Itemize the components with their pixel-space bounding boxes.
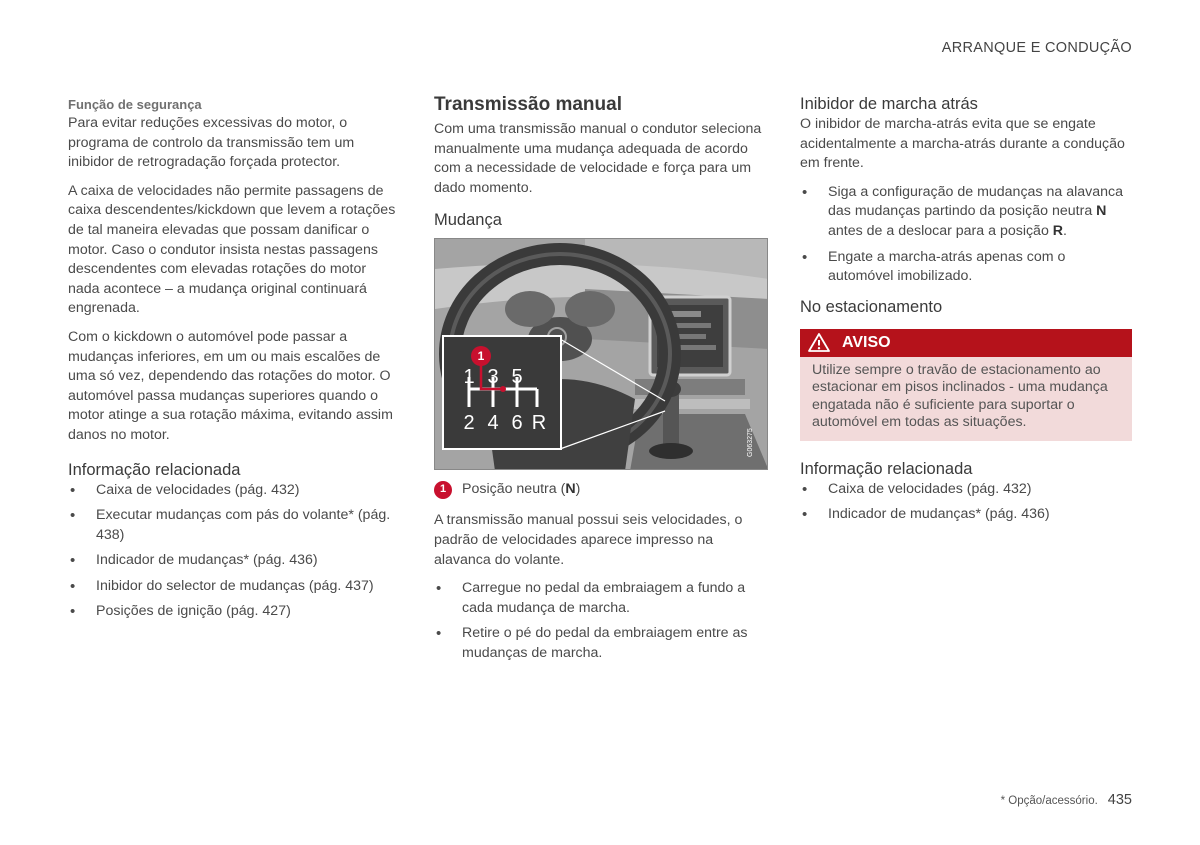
warning-text: Utilize sempre o travão de estacionamento ao estacionar em pisos inclinados - uma mudança engatada não é suficiente para suportar o automóvel em todas as situações. — [812, 361, 1108, 431]
figure-callout-number: 1 — [477, 349, 485, 364]
related-link[interactable]: • Caixa de velocidades (pág. 432) — [800, 480, 1132, 500]
reverse-instructions-list — [800, 183, 1132, 287]
related-link[interactable]: • Posições de ignição (pág. 427) — [68, 602, 398, 622]
gear-label: 2 — [463, 412, 475, 435]
gear-label: 5 — [511, 366, 523, 389]
caption-number-badge: 1 — [434, 481, 452, 499]
figure-caption — [434, 480, 768, 499]
car-interior-illustration — [434, 238, 768, 470]
figure-code: G063275 — [747, 428, 754, 458]
dashboard-drawing — [435, 239, 768, 470]
related-link[interactable]: • Caixa de velocidades (pág. 432) — [68, 481, 398, 501]
gear-label: 6 — [511, 412, 523, 435]
list-item: • Engate a marcha-atrás apenas com o automóvel imobilizado. — [800, 248, 1132, 287]
related-info-heading: Informação relacionada — [68, 460, 241, 479]
safety-paragraph-2: A caixa de velocidades não permite passagens de caixa descendentes/kickdown que levem a rotações de tal maneira elevadas que possam danificar o motor. Caso o condutor insista nestas passagens descendentes com elevadas rotações do motor nada acontece – a mudança original continuará engrenada. — [68, 182, 396, 317]
section-header: ARRANQUE E CONDUÇÃO — [941, 40, 1132, 56]
warning-title: AVISO — [842, 333, 891, 351]
list-item: • Retire o pé do pedal da embraiagem entre as mudanças de marcha. — [434, 624, 768, 663]
gear-label: R — [531, 412, 547, 435]
manual-transmission-title: Transmissão manual — [434, 94, 622, 115]
caption-neutral-letter: N — [565, 481, 576, 498]
column-right — [800, 94, 1132, 531]
related-link[interactable]: • Indicador de mudanças* (pág. 436) — [68, 551, 398, 571]
safety-paragraph-1: Para evitar reduções excessivas do motor, o programa de controlo da transmissão tem um inibidor de retrogradação forçada protector. — [68, 115, 355, 171]
related-info-heading: Informação relacionada — [800, 459, 973, 478]
safety-paragraph-3: Com o kickdown o automóvel pode passar a mudanças inferiores, em um ou mais escalões de uma só vez, dependendo das rotações do motor. O automóvel passa mudanças superiores quando o motor atinge a sua rotação máxima, evitando assim danos no motor. — [68, 328, 393, 443]
list-text: Siga a configuração de mudanças na alavanca das mudanças partindo da posição neutra — [828, 183, 1123, 220]
parking-heading: No estacionamento — [800, 297, 943, 316]
list-text: . — [1063, 222, 1067, 239]
page-number: 435 — [1107, 792, 1132, 808]
caption-text-start: Posição neutra ( — [462, 481, 566, 498]
manual-transmission-intro: Com uma transmissão manual o condutor seleciona manualmente uma mudança adequada de acordo com a necessidade de velocidade e força para um dado momento. — [434, 121, 762, 196]
column-left — [68, 94, 398, 628]
clutch-instructions-list — [434, 579, 768, 663]
neutral-letter: N — [1096, 203, 1107, 220]
page-footer — [1001, 792, 1132, 808]
column-middle — [434, 94, 768, 670]
reverse-letter: R — [1052, 222, 1064, 239]
footnote-option-accessory: * Opção/acessório. — [1000, 795, 1098, 807]
gear-change-heading: Mudança — [434, 211, 502, 230]
safety-function-heading: Função de segurança — [68, 97, 202, 112]
list-item: • Carregue no pedal da embraiagem a fundo a cada mudança de marcha. — [434, 579, 768, 618]
caption-text-end: ) — [575, 481, 581, 498]
gear-label: 3 — [487, 366, 499, 389]
list-text: antes de a deslocar para a posição — [828, 222, 1053, 239]
gear-label: 1 — [463, 366, 475, 389]
gear-label: 4 — [487, 412, 499, 435]
warning-header — [800, 329, 1132, 357]
related-link[interactable]: • Indicador de mudanças* (pág. 436) — [800, 505, 1132, 525]
related-info-list — [800, 480, 1132, 525]
reverse-inhibitor-paragraph: O inibidor de marcha-atrás evita que se engate acidentalmente a marcha-atrás durante a condução em frente. — [800, 116, 1125, 172]
warning-triangle-icon — [808, 333, 830, 352]
warning-box — [800, 329, 1132, 441]
reverse-inhibitor-heading: Inibidor de marcha atrás — [800, 95, 978, 113]
caption-text — [462, 480, 580, 499]
list-item — [800, 183, 1132, 242]
related-info-list — [68, 481, 398, 623]
related-link[interactable]: • Inibidor do selector de mudanças (pág. 437) — [68, 577, 398, 597]
related-link[interactable]: • Executar mudanças com pás do volante* (pág. 438) — [68, 506, 398, 545]
manual-transmission-paragraph: A transmissão manual possui seis velocidades, o padrão de velocidades aparece impresso na alavanca do volante. — [434, 512, 743, 568]
